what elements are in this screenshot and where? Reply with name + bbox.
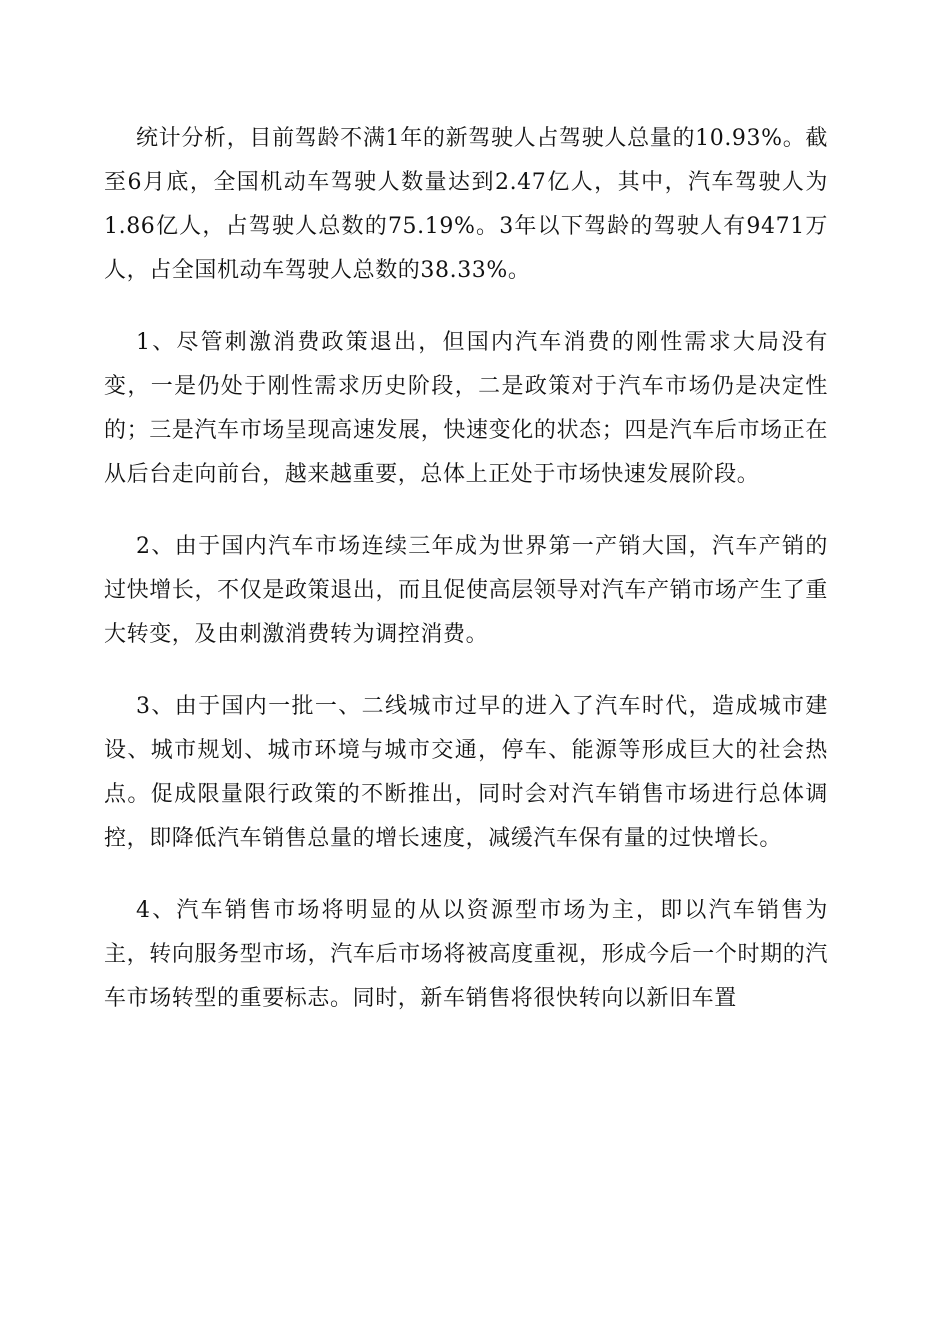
paragraph-driver-statistics: 统计分析，目前驾龄不满1年的新驾驶人占驾驶人总量的10.93%。截至6月底，全国机动车驾驶人数量达到2.47亿人，其中，汽车驾驶人为1.86亿人，占驾驶人总数的75.19%。3年以下驾龄的驾驶人有9471万人，占全国机动车驾驶人总数的38.33%。 bbox=[104, 126, 828, 283]
document-page bbox=[104, 117, 828, 1021]
paragraph-point-4: 4、汽车销售市场将明显的从以资源型市场为主，即以汽车销售为主，转向服务型市场，汽车后市场将被高度重视，形成今后一个时期的汽车市场转型的重要标志。同时，新车销售将很快转向以新旧车置 bbox=[104, 898, 828, 1011]
paragraph-point-2: 2、由于国内汽车市场连续三年成为世界第一产销大国，汽车产销的过快增长，不仅是政策退出，而且促使高层领导对汽车产销市场产生了重大转变，及由刺激消费转为调控消费。 bbox=[104, 534, 828, 647]
paragraph-point-1: 1、尽管刺激消费政策退出，但国内汽车消费的刚性需求大局没有变，一是仍处于刚性需求历史阶段，二是政策对于汽车市场仍是决定性的；三是汽车市场呈现高速发展，快速变化的状态；四是汽车后市场正在从后台走向前台，越来越重要，总体上正处于市场快速发展阶段。 bbox=[104, 330, 828, 487]
paragraph-point-3: 3、由于国内一批一、二线城市过早的进入了汽车时代，造成城市建设、城市规划、城市环境与城市交通，停车、能源等形成巨大的社会热点。促成限量限行政策的不断推出，同时会对汽车销售市场进行总体调控，即降低汽车销售总量的增长速度，减缓汽车保有量的过快增长。 bbox=[104, 694, 828, 851]
